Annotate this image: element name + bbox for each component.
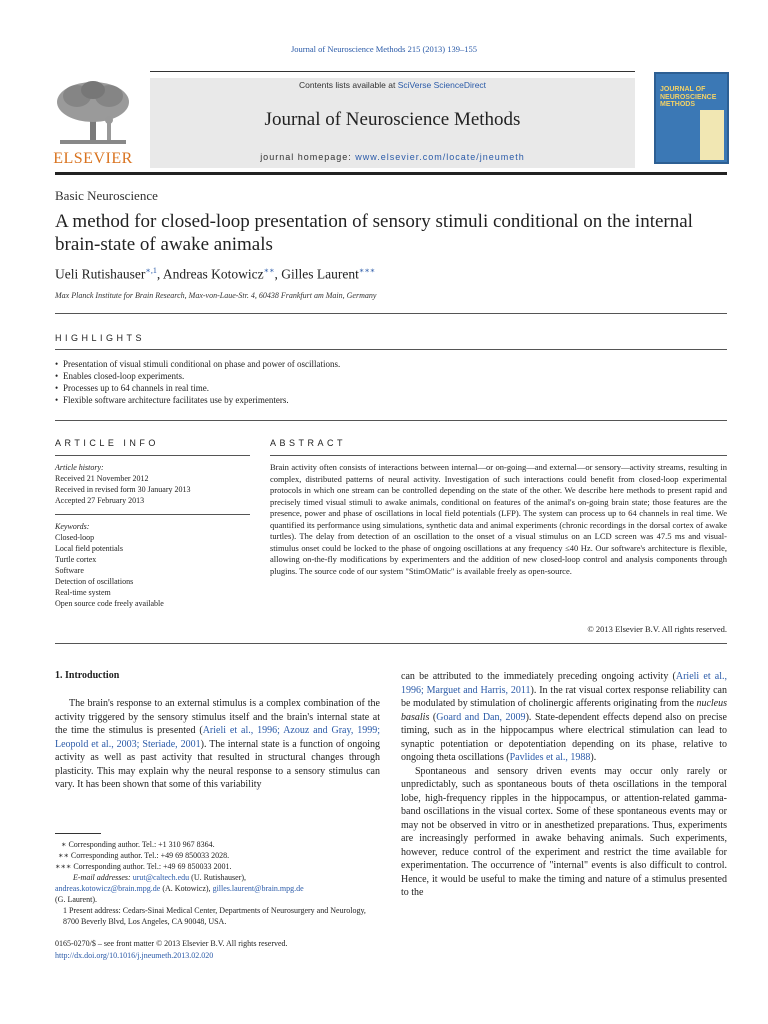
divider: [55, 514, 250, 515]
article-history: [55, 462, 250, 506]
keyword-item: Open source code freely available: [55, 599, 164, 608]
divider: [55, 455, 250, 456]
author-marks[interactable]: ∗∗∗: [358, 266, 376, 275]
affiliation: Max Planck Institute for Brain Research, Max-von-Laue-Str. 4, 60438 Frankfurt am Main, Germany: [55, 291, 377, 300]
keyword-item: Closed-loop: [55, 533, 95, 542]
journal-reference[interactable]: Journal of Neuroscience Methods 215 (2013) 139–155: [290, 44, 478, 54]
abstract-text: Brain activity often consists of interactions between internal—or on-going—and external—or sensory—activity streams, resulting in complex, distributed patterns of neural activity. Investigation of such interactions could benefit from closed-loop experimental protocols in which one stream can be controlled depending on the state of the other. We describe here methods to present rapid and precisely timed visual stimuli to awake animals, conditional on features of the animal's on-going brain state; those features are the presence, power and phase of oscillations in local field potentials (LFP). The system can process up to 64 channels in real time. We quantified its performance using simulations, synthetic data and animal experiments (chronic recordings in the dorsal cortex of awake turtles). The delay from detection of an oscillation to the onset of a visual stimulus on an LCD screen was 47.5 ms and visual-stimulus onset could be locked to the phase of ongoing oscillations at any frequency ≤40 Hz. Our software's architecture is flexible, allowing on-the-fly modifications by experimenters and the addition of new closed-loop control and analysis components through plugins. The source code of our system "StimOMatic" is available freely as open-source.: [270, 462, 727, 576]
footnote-rule: [55, 833, 101, 834]
doi-link[interactable]: http://dx.doi.org/10.1016/j.jneumeth.2013.02.020: [55, 950, 214, 960]
history-label: Article history:: [55, 463, 104, 472]
citation-link[interactable]: Goard and Dan, 2009: [436, 711, 526, 723]
email-line: (G. Laurent).: [55, 895, 97, 904]
keyword-item: Real-time system: [55, 588, 111, 597]
footnotes: [55, 839, 380, 927]
divider: [55, 643, 727, 644]
keyword-item: Turtle cortex: [55, 555, 97, 564]
author-name[interactable]: Ueli Rutishauser: [55, 266, 146, 282]
intro-paragraph: Spontaneous and sensory driven events may occur only rarely or unpredictably, such as spontaneous bouts of theta oscillations in the temporal lobe, high-frequency ripples in the hippocampus, or attention-related gamma-band oscillations in the visual cortex. Some of these spontaneous events may or may not be observed in vitro or in anesthetized preparations. Thus, experiments are increasingly performed in awake behaving animals. Such experiments, however, reduce control of the experiment and restrict the time available for experimentation. The occurrence of "internal" events is also difficult to control. Hence, it would be useful to make the timing and nature of a stimulus presented to the: [401, 765, 727, 898]
divider: [270, 455, 727, 456]
cover-panel: [700, 110, 724, 160]
email-line: andreas.kotowicz@brain.mpg.de (A. Kotowicz), gilles.laurent@brain.mpg.de: [55, 884, 304, 893]
keywords-label: Keywords:: [55, 522, 90, 531]
article-title: A method for closed-loop presentation of sensory stimuli conditional on the internal brain-state of awake animals: [55, 211, 693, 255]
citation-link[interactable]: Arieli et al., 1996; Azouz and Gray, 1999; Leopold et al., 2003; Steriade, 2001: [55, 725, 380, 750]
highlight-item: • Presentation of visual stimuli conditional on phase and power of oscillations.: [55, 358, 475, 370]
email-link[interactable]: andreas.kotowicz@brain.mpg.de: [55, 884, 161, 893]
highlights-heading: HIGHLIGHTS: [55, 333, 146, 343]
author-name[interactable]: Gilles Laurent: [281, 266, 359, 282]
history-item: Accepted 27 February 2013: [55, 496, 145, 505]
top-rule: [150, 71, 635, 72]
copyright-notice: © 2013 Elsevier B.V. All rights reserved.: [587, 624, 727, 634]
keyword-item: Software: [55, 566, 84, 575]
cover-title: JOURNAL OF NEUROSCIENCE METHODS: [660, 86, 717, 108]
author-marks[interactable]: ∗∗: [263, 266, 275, 275]
highlight-item: • Processes up to 64 channels in real time.: [55, 382, 475, 394]
article-info-heading: ARTICLE INFO: [55, 438, 159, 448]
intro-right-column: [401, 670, 727, 900]
intro-left-column: [55, 697, 380, 792]
author-marks[interactable]: ∗,1: [145, 266, 157, 275]
citation-link[interactable]: Pavlides et al., 1988: [509, 752, 591, 763]
contents-line: Contents lists available at SciVerse ScienceDirect: [298, 80, 487, 90]
journal-title: Journal of Neuroscience Methods: [264, 109, 521, 130]
highlight-item: • Enables closed-loop experiments.: [55, 370, 475, 382]
footnote: ∗∗∗ Corresponding author. Tel.: +49 69 850033 2001.: [55, 862, 232, 871]
divider: [55, 313, 727, 314]
footnote: ∗ Corresponding author. Tel.: +1 310 967 8364.: [61, 840, 215, 849]
journal-homepage: journal homepage: www.elsevier.com/locate/jneumeth: [260, 152, 525, 162]
citation-link[interactable]: Arieli et al., 1996; Marguet and Harris, 2011: [401, 671, 727, 696]
divider: [55, 420, 727, 421]
divider: [55, 349, 727, 350]
homepage-link[interactable]: www.elsevier.com/locate/jneumeth: [355, 152, 525, 162]
email-link[interactable]: gilles.laurent@brain.mpg.de: [212, 884, 304, 893]
publisher-name: ELSEVIER: [53, 150, 133, 167]
issn-footer: [55, 938, 380, 961]
history-item: Received 21 November 2012: [55, 474, 149, 483]
intro-paragraph: can be attributed to the immediately preceding ongoing activity (Arieli et al., 1996; Marguet and Harris, 2011). In the rat visual cortex response reliability can be modulated by stimulation of cholinergic afferents originating from the nucleus basalis (Goard and Dan, 2009). State-dependent effects depend also on precise timing, such as in the hippocampus where electrical stimulation can lead to synaptic potentiation or depotentiation depending on its phase, relative to ongoing theta oscillations (Pavlides et al., 1988).: [401, 671, 727, 763]
sciencedirect-link[interactable]: SciVerse ScienceDirect: [397, 80, 487, 90]
header-thick-rule: [55, 172, 727, 175]
issn-line: 0165-0270/$ – see front matter © 2013 Elsevier B.V. All rights reserved.: [55, 939, 288, 948]
author-name[interactable]: Andreas Kotowicz: [162, 266, 264, 282]
highlights-list: [55, 358, 475, 406]
history-item: Received in revised form 30 January 2013: [55, 485, 191, 494]
email-line: E-mail addresses: urut@caltech.edu (U. Rutishauser),: [73, 873, 247, 882]
email-link[interactable]: urut@caltech.edu: [132, 873, 190, 882]
keyword-item: Detection of oscillations: [55, 577, 134, 586]
author-list: Ueli Rutishauser$^{∗,1}$, Andreas Kotowicz∗∗, Gilles Laurent∗∗∗: [55, 266, 376, 282]
section-type: Basic Neuroscience: [55, 188, 158, 203]
highlight-item: • Flexible software architecture facilitates use by experimenters.: [55, 394, 475, 406]
keyword-item: Local field potentials: [55, 544, 123, 553]
abstract-heading: ABSTRACT: [270, 438, 347, 448]
footnote: ∗∗ Corresponding author. Tel.: +49 69 850033 2028.: [58, 851, 230, 860]
intro-paragraph: The brain's response to an external stimulus is a complex combination of the activity triggered by the sensory stimulus itself and the brain's internal state at the time the stimulus is presented (Arieli et al., 1996; Azouz and Gray, 1999; Leopold et al., 2003; Steriade, 2001). The internal state is a function of ongoing activity as well as past activity that resulted in structural changes through plasticity. This may explain why the neural response to a sensory stimulus can vary. It has been shown that some of this variability: [55, 698, 380, 790]
intro-heading: 1. Introduction: [55, 670, 120, 681]
keywords: [55, 521, 250, 609]
footnote: 1 Present address: Cedars-Sinai Medical Center, Departments of Neurosurgery and Neurology, 8700 Beverly Blvd, Los Angeles, CA 90048, USA.: [63, 906, 366, 926]
